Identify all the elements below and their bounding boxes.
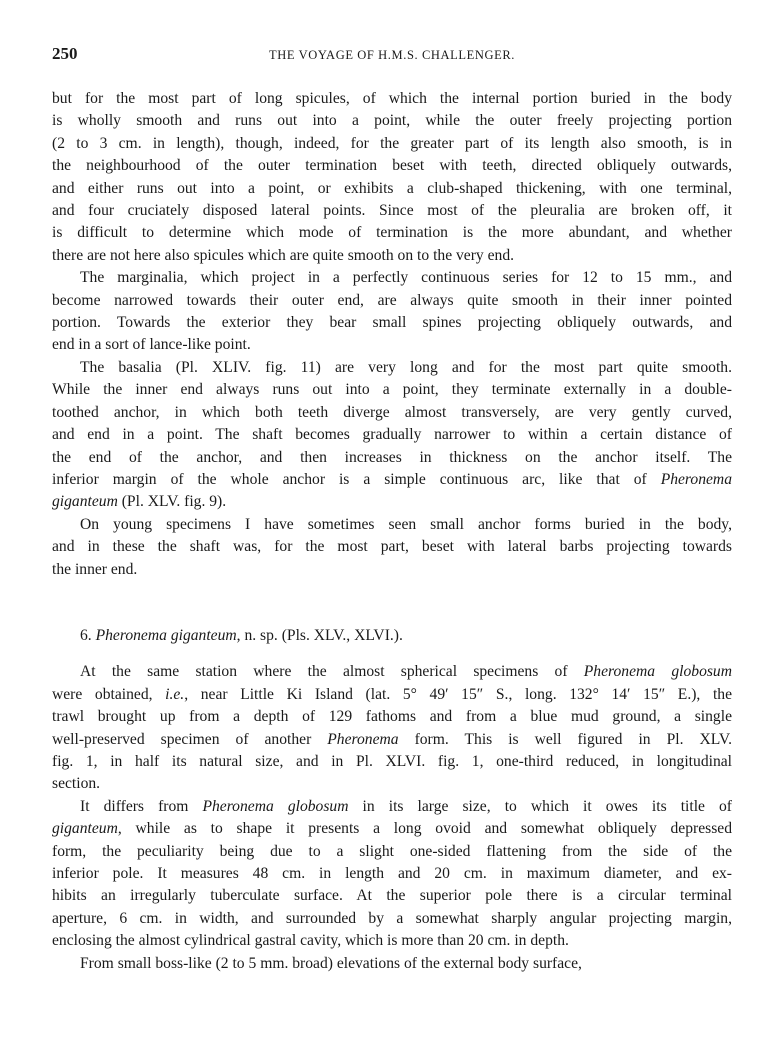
text-line: form, the peculiarity being due to a slight one-sided flattening from the side of the — [52, 842, 732, 860]
italic-term: Pheronema globosum — [202, 797, 349, 815]
text-line: portion. Towards the exterior they bear small spines projecting obliquely outwards, and — [52, 314, 732, 332]
text-line: On young specimens I have sometimes seen small anchor forms buried in the body, — [80, 515, 732, 533]
text-line: the neighbourhood of the outer termination beset with teeth, directed obliquely outwards, — [52, 157, 732, 175]
text-segment: It differs from — [80, 797, 203, 815]
text-line: aperture, 6 cm. in width, and surrounded by a somewhat sharply angular projecting margin, — [52, 909, 732, 927]
body-text — [52, 88, 732, 975]
section-heading — [80, 625, 732, 647]
section-species-name: Pheronema giganteum — [95, 626, 237, 644]
text-segment: , while as to shape it presents a long ovoid and somewhat obliquely depressed — [117, 820, 732, 838]
text-line: and either runs out into a point, or exhibits a club-shaped thickening, with one terminal, — [52, 179, 732, 197]
text-line: is wholly smooth and runs out into a point, while the outer freely projecting portion — [52, 112, 732, 130]
running-title: THE VOYAGE OF H.M.S. CHALLENGER. — [268, 48, 516, 62]
text-segment: were obtained, — [52, 685, 166, 703]
page-header — [52, 44, 732, 68]
text-line — [52, 796, 732, 818]
text-line: The marginalia, which project in a perfectly continuous series for 12 to 15 mm., and — [80, 269, 732, 287]
text-segment: At the same station where the almost spherical specimens of — [80, 663, 584, 681]
text-line: but for the most part of long spicules, of which the internal portion buried in the body — [52, 90, 732, 107]
paragraph — [52, 88, 732, 267]
italic-term: giganteum — [52, 820, 118, 838]
text-line: (2 to 3 cm. in length), though, indeed, for the greater part of its length also smooth, is in — [52, 134, 732, 152]
paragraph — [52, 267, 732, 357]
page-number: 250 — [52, 44, 78, 63]
text-segment: inferior margin of the whole anchor is a simple continuous arc, like that of — [52, 470, 661, 488]
text-line — [52, 818, 732, 840]
italic-term: Pheronema — [327, 730, 399, 748]
section-number: 6. — [80, 626, 92, 644]
text-segment: in its large size, to which it owes its title of — [348, 797, 733, 815]
text-line: inferior pole. It measures 48 cm. in length and 20 cm. in maximum diameter, and ex- — [52, 865, 732, 882]
paragraph — [52, 514, 732, 581]
italic-term: giganteum — [52, 493, 118, 511]
text-segment: form. This is well figured in Pl. XLV. — [398, 730, 732, 748]
text-line: The basalia (Pl. XLIV. fig. 11) are very long and for the most part quite smooth. — [80, 358, 732, 376]
text-line: and in these the shaft was, for the most part, beset with lateral barbs projecting towards — [52, 538, 732, 556]
text-line: From small boss-like (2 to 5 mm. broad) elevations of the external body surface, — [80, 954, 582, 972]
text-segment: (Pl. XLV. fig. 9). — [117, 493, 227, 511]
text-line: there are not here also spicules which are quite smooth on to the very end. — [52, 246, 515, 264]
paragraph — [52, 661, 732, 795]
text-segment: , near Little Ki Island (lat. 5° 49′ 15″ S., long. 132° 14′ 15″ E.), the — [184, 685, 733, 703]
text-line: toothed anchor, in which both teeth diverge almost transversely, are very gently curved, — [52, 403, 732, 421]
text-line — [52, 491, 732, 513]
text-segment: well-preserved specimen of another — [52, 730, 328, 748]
italic-term: Pheronema — [660, 470, 732, 488]
section-paragraphs — [52, 661, 732, 975]
paragraph — [52, 796, 732, 953]
text-line: fig. 1, in half its natural size, and in Pl. XLVI. fig. 1, one-third reduced, in longitudinal — [52, 752, 732, 770]
text-line: and four cruciately disposed lateral points. Since most of the pleuralia are broken off, it — [52, 202, 732, 220]
text-line: trawl brought up from a depth of 129 fathoms and from a blue mud ground, a single — [52, 708, 732, 726]
paragraph — [52, 357, 732, 514]
text-line: become narrowed towards their outer end, are always quite smooth in their inner pointed — [52, 291, 732, 309]
text-line: is difficult to determine which mode of termination is the more abundant, and whether — [52, 224, 732, 242]
text-line: the inner end. — [52, 560, 138, 578]
text-line: section. — [52, 775, 101, 793]
text-line: the end of the anchor, and then increases in thickness on the anchor itself. The — [52, 448, 732, 466]
paragraph — [52, 953, 732, 975]
text-line — [52, 469, 732, 491]
text-line — [52, 684, 732, 706]
text-line: end in a sort of lance-like point. — [52, 336, 251, 354]
text-line: While the inner end always runs out into a point, they terminate externally in a double- — [52, 381, 732, 399]
text-line: hibits an irregularly tuberculate surface. At the superior pole there is a circular terminal — [52, 887, 732, 905]
italic-term: i.e. — [165, 685, 185, 703]
text-line — [52, 661, 732, 683]
section-heading-rest: , n. sp. (Pls. XLV., XLVI.). — [236, 626, 403, 644]
text-line: enclosing the almost cylindrical gastral cavity, which is more than 20 cm. in depth. — [52, 932, 569, 950]
text-line: and end in a point. The shaft becomes gradually narrower to within a certain distance of — [52, 426, 732, 444]
paragraphs-before-section — [52, 88, 732, 581]
italic-term: Pheronema globosum — [583, 663, 732, 681]
text-line — [52, 729, 732, 751]
